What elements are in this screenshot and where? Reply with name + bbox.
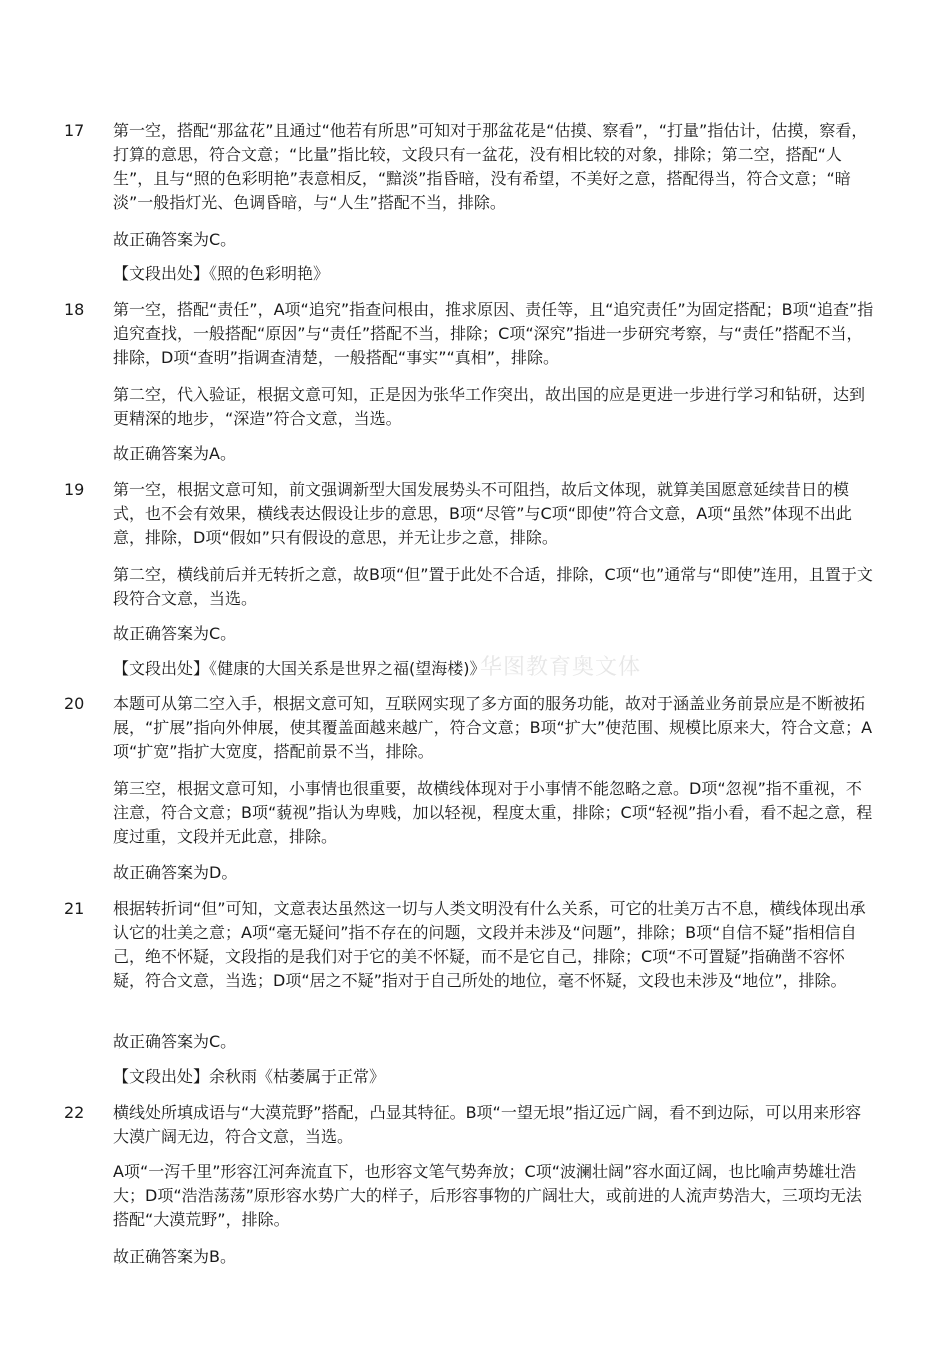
explanation-paragraph: 第一空，搭配“责任”，A项“追究”指查问根由，推求原因、责任等，且“追究责任”为固定搭配；B项“追查”指追究查找，一般搭配“原因”与“责任”搭配不当，排除；C项“深究”指进一步研究考察，与“责任”搭配不当，排除，D项“查明”指调查清楚，一般搭配“事实”“真相”，排除。 — [113, 300, 874, 367]
item-number: 22 — [64, 1103, 85, 1122]
item-number: 19 — [64, 480, 85, 499]
source-line: 【文段出处】《健康的大国关系是世界之福(望海楼)》 — [113, 659, 486, 678]
explanation-paragraph: 第一空，根据文意可知，前文强调新型大国发展势头不可阻挡，故后文体现，就算美国愿意延续昔日的模式，也不会有效果，横线表达假设让步的意思，B项“尽管”与C项“即使”符合文意，A项“虽然”体现不出此意，排除，D项“假如”只有假设的意思，并无让步之意，排除。 — [113, 480, 852, 547]
item-number: 17 — [64, 121, 85, 140]
explanation-paragraph: 根据转折词“但”可知，文意表达虽然这一切与人类文明没有什么关系，可它的壮美万古不息，横线体现出承认它的壮美之意；A项“毫无疑问”指不存在的问题，文段并未涉及“问题”，排除；B项“自信不疑”指相信自己，绝不怀疑，文段指的是我们对于它的美不怀疑，而不是它自己，排除；C项“不可置疑”指确凿不容怀疑，符合文意，当选；D项“居之不疑”指对于自己所处的地位，毫不怀疑，文段也未涉及“地位”，排除。 — [113, 899, 866, 990]
source-line: 【文段出处】《照的色彩明艳》 — [113, 264, 330, 283]
answer-line: 故正确答案为A。 — [113, 444, 236, 463]
item-number: 18 — [64, 300, 85, 319]
item-number: 21 — [64, 899, 85, 918]
explanation-paragraph: A项“一泻千里”形容江河奔流直下，也形容文笔气势奔放；C项“波澜壮阔”容水面辽阔，也比喻声势雄壮浩大；D项“浩浩荡荡”原形容水势广大的样子，后形容事物的广阔壮大，或前进的人流声势浩大，三项均无法搭配“大漠荒野”，排除。 — [113, 1162, 862, 1229]
answer-line: 故正确答案为D。 — [113, 863, 238, 882]
source-line: 【文段出处】余秋雨《枯萎属于正常》 — [113, 1067, 386, 1086]
explanation-paragraph: 第二空，代入验证，根据文意可知，正是因为张华工作突出，故出国的应是更进一步进行学习和钻研，达到更精深的地步，“深造”符合文意，当选。 — [113, 385, 866, 428]
answer-line: 故正确答案为C。 — [113, 230, 237, 249]
answer-line: 故正确答案为B。 — [113, 1247, 236, 1266]
explanation-paragraph: 第二空，横线前后并无转折之意，故B项“但”置于此处不合适，排除，C项“也”通常与“即使”连用，且置于文段符合文意，当选。 — [113, 565, 873, 608]
explanation-paragraph: 本题可从第二空入手，根据文意可知，互联网实现了多方面的服务功能，故对于涵盖业务前景应是不断被拓展，“扩展”指向外伸展，使其覆盖面越来越广，符合文意；B项“扩大”使范围、规模比原来大，符合文意；A项“扩宽”指扩大宽度，搭配前景不当，排除。 — [113, 694, 873, 761]
answer-line: 故正确答案为C。 — [113, 1032, 237, 1051]
explanation-paragraph: 第三空，根据文意可知，小事情也很重要，故横线体现对于小事情不能忽略之意。D项“忽视”指不重视，不注意，符合文意；B项“藐视”指认为卑贱，加以轻视，程度太重，排除；C项“轻视”指小看，看不起之意，程度过重，文段并无此意，排除。 — [113, 779, 873, 846]
answer-line: 故正确答案为C。 — [113, 624, 237, 643]
item-number: 20 — [64, 694, 85, 713]
watermark: 华图教育奥文体 — [480, 655, 642, 680]
explanation-paragraph: 横线处所填成语与“大漠荒野”搭配，凸显其特征。B项“一望无垠”指辽远广阔，看不到边际，可以用来形容大漠广阔无边，符合文意，当选。 — [113, 1103, 862, 1146]
explanation-paragraph: 第一空，搭配“那盆花”且通过“他若有所思”可知对于那盆花是“估摸、察看”，“打量”指估计，估摸，察看，打算的意思，符合文意；“比量”指比较，文段只有一盆花，没有相比较的对象，排除；第二空，搭配“人生”，且与“照的色彩明艳”表意相反，“黯淡”指昏暗，没有希望，不美好之意，搭配得当，符合文意；“暗淡”一般指灯光、色调昏暗，与“人生”搭配不当，排除。 — [113, 121, 868, 212]
